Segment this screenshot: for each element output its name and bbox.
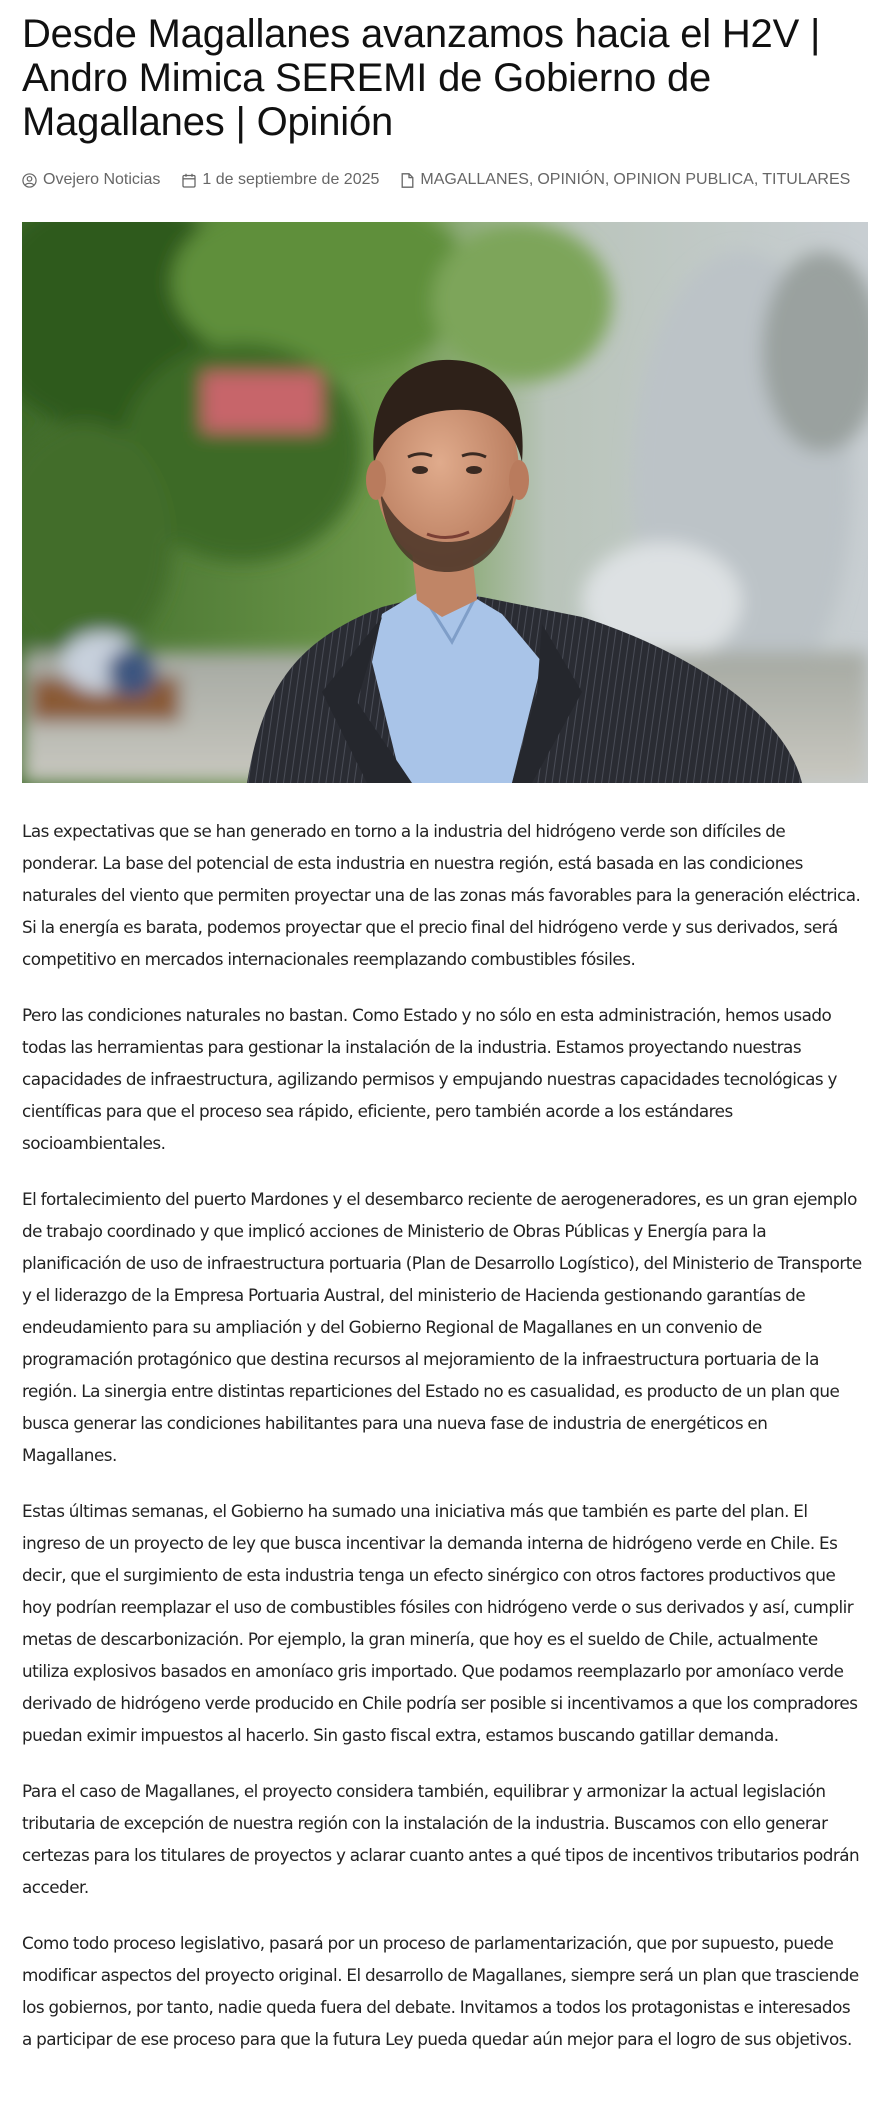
post-meta: [22, 168, 862, 192]
category-separator: ,: [528, 171, 534, 188]
category-separator: ,: [753, 171, 759, 188]
category-link-titulares[interactable]: TITULARES: [762, 171, 851, 188]
article-paragraph: El fortalecimiento del puerto Mardones y el desembarco reciente de aerogeneradores, es un gran ejemplo de trabajo coordinado y que implicó acciones de Ministerio de Obras Públicas y Energía para la planificación de uso de infraestructura portuaria (Plan de Desarrollo Logístico), del Ministerio de Transporte y el liderazgo de la Empresa Portuaria Austral, del ministerio de Hacienda gestionando garantías de endeudamiento para su ampliación y del Gobierno Regional de Magallanes en un convenio de programación protagónico que destina recursos al mejoramiento de la infraestructura portuaria de la región. La sinergia entre distintas reparticiones del Estado no es casualidad, es producto de un plan que busca generar las condiciones habilitantes para una nueva fase de industria de energéticos en Magallanes.: [22, 1189, 862, 1465]
post-title: Desde Magallanes avanzamos hacia el H2V | Andro Mimica SEREMI de Gobierno de Magallanes | Opinión: [22, 12, 821, 144]
calendar-icon: [182, 173, 196, 188]
user-circle-icon: [22, 173, 37, 188]
article-paragraph: Pero las condiciones naturales no bastan. Como Estado y no sólo en esta administración, hemos usado todas las herramientas para gestionar la instalación de la industria. Estamos proyectando nuestras capacidades de infraestructura, agilizando permisos y empujando nuestras capacidades tecnológicas y científicas para que el proceso sea rápido, eficiente, pero también acorde a los estándares socioambientales.: [22, 1005, 837, 1153]
article-paragraph: Estas últimas semanas, el Gobierno ha sumado una iniciativa más que también es parte del plan. El ingreso de un proyecto de ley que busca incentivar la demanda interna de hidrógeno verde en Chile. Es decir, que el surgimiento de esta industria tenga un efecto sinérgico con otros factores productivos que hoy podrían reemplazar el uso de combustibles fósiles con hidrógeno verde o sus derivados y así, cumplir metas de descarbonización. Por ejemplo, la gran minería, que hoy es el sueldo de Chile, actualmente utiliza explosivos basados en amoníaco gris importado. Que podamos reemplazarlo por amoníaco verde derivado de hidrógeno verde producido en Chile podría ser posible si incentivamos a que los compradores puedan eximir impuestos al hacerlo. Sin gasto fiscal extra, estamos buscando gatillar demanda.: [22, 1501, 858, 1745]
featured-image: [22, 222, 868, 783]
article-paragraph: Como todo proceso legislativo, pasará por un proceso de parlamentarización, que por supuesto, puede modificar aspectos del proyecto original. El desarrollo de Magallanes, siempre será un plan que trasciende los gobiernos, por tanto, nadie queda fuera del debate. Invitamos a todos los protagonistas e interesados a participar de ese proceso para que la futura Ley pueda quedar aún mejor para el logro de sus objetivos.: [22, 1933, 859, 2049]
document-icon: [401, 173, 414, 188]
category-link-opinion-publica[interactable]: OPINION PUBLICA: [613, 171, 754, 188]
article-paragraph: Las expectativas que se han generado en torno a la industria del hidrógeno verde son difíciles de ponderar. La base del potencial de esta industria en nuestra región, está basada en las condiciones naturales del viento que permiten proyectar una de las zonas más favorables para la generación eléctrica. Si la energía es barata, podemos proyectar que el precio final del hidrógeno verde y sus derivados, será competitivo en mercados internacionales reemplazando combustibles fósiles.: [22, 821, 861, 969]
post-author[interactable]: [22, 171, 160, 189]
article-container: [0, 12, 884, 2055]
post-categories: [401, 171, 850, 189]
post-date: [182, 171, 379, 189]
date-text: 1 de septiembre de 2025: [202, 171, 380, 188]
portrait-photo: [22, 222, 868, 783]
article-body: [22, 815, 862, 2055]
article-paragraph: Para el caso de Magallanes, el proyecto considera también, equilibrar y armonizar la actual legislación tributaria de excepción de nuestra región con la instalación de la industria. Buscamos con ello generar certezas para los titulares de proyectos y aclarar cuanto antes a qué tipos de incentivos tributarios podrán acceder.: [22, 1781, 860, 1897]
category-separator: ,: [604, 171, 610, 188]
category-link-magallanes[interactable]: MAGALLANES: [420, 171, 529, 188]
author-link[interactable]: Ovejero Noticias: [43, 171, 161, 188]
category-link-opinion[interactable]: OPINIÓN: [537, 171, 605, 188]
